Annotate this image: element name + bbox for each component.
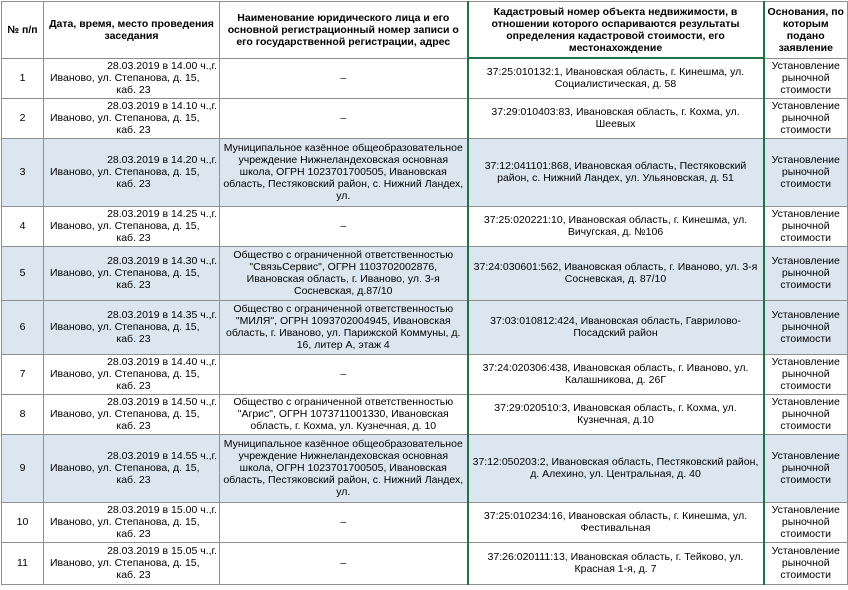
cell-basis[interactable]: Установление рыночной стоимости bbox=[764, 58, 848, 98]
cell-basis[interactable]: Установление рыночной стоимости bbox=[764, 502, 848, 542]
header-datetime[interactable]: Дата, время, место проведения заседания bbox=[44, 2, 220, 59]
datetime-line-4: каб. 23 bbox=[116, 380, 151, 392]
cell-datetime[interactable] bbox=[44, 300, 220, 354]
cell-num[interactable]: 10 bbox=[2, 502, 44, 542]
table-row bbox=[2, 434, 848, 502]
datetime-line-3: Иваново, ул. Степанова, д. 15, bbox=[50, 112, 200, 124]
cell-num[interactable]: 8 bbox=[2, 394, 44, 434]
cell-cadastral[interactable]: 37:24:020306:438, Ивановская область, г. Иваново, ул. Калашникова, д. 26Г bbox=[468, 354, 764, 394]
datetime-line-4: каб. 23 bbox=[116, 124, 151, 136]
cell-num[interactable]: 11 bbox=[2, 542, 44, 584]
cell-datetime[interactable] bbox=[44, 394, 220, 434]
datetime-line-3: Иваново, ул. Степанова, д. 15, bbox=[50, 166, 200, 178]
datetime-line-1: 28.03.2019 в 14.50 ч., bbox=[107, 396, 212, 408]
datetime-line-3: Иваново, ул. Степанова, д. 15, bbox=[50, 516, 200, 528]
datetime-line-2: г. bbox=[211, 100, 217, 112]
table-row bbox=[2, 98, 848, 138]
datetime-line-2: г. bbox=[211, 545, 217, 557]
cell-name[interactable]: – bbox=[220, 354, 468, 394]
datetime-line-2: г. bbox=[211, 208, 217, 220]
cell-num[interactable]: 7 bbox=[2, 354, 44, 394]
cell-basis[interactable]: Установление рыночной стоимости bbox=[764, 138, 848, 206]
datetime-line-1: 28.03.2019 в 14.20 ч., bbox=[107, 154, 212, 166]
cell-num[interactable]: 6 bbox=[2, 300, 44, 354]
cell-cadastral[interactable]: 37:25:010234:16, Ивановская область, г. Кинешма, ул. Фестивальная bbox=[468, 502, 764, 542]
datetime-line-1: 28.03.2019 в 15.00 ч., bbox=[107, 504, 212, 516]
cell-datetime[interactable] bbox=[44, 138, 220, 206]
cell-num[interactable]: 9 bbox=[2, 434, 44, 502]
cell-datetime[interactable] bbox=[44, 502, 220, 542]
cell-num[interactable]: 1 bbox=[2, 58, 44, 98]
cell-name[interactable]: Муниципальное казённое общеобразовательное учреждение Нижнеландеховская основная школа, ОГРН 1023701700505, Ивановская область, Пестяковский район, с. Нижний Ландех, ул. bbox=[220, 434, 468, 502]
cell-cadastral[interactable]: 37:26:020111:13, Ивановская область, г. Тейково, ул. Красная 1-я, д. 7 bbox=[468, 542, 764, 584]
cell-cadastral[interactable]: 37:03:010812:424, Ивановская область, Гаврилово-Посадский район bbox=[468, 300, 764, 354]
header-basis[interactable]: Основания, по которым подано заявление bbox=[764, 2, 848, 59]
datetime-line-2: г. bbox=[211, 60, 217, 72]
cell-datetime[interactable] bbox=[44, 434, 220, 502]
datetime-line-3: Иваново, ул. Степанова, д. 15, bbox=[50, 321, 200, 333]
table-row bbox=[2, 206, 848, 246]
header-cadastral[interactable]: Кадастровый номер объекта недвижимости, в отношении которого оспариваются результаты определения кадастровой стоимости, его местонахождение bbox=[468, 2, 764, 59]
cell-datetime[interactable] bbox=[44, 542, 220, 584]
cell-cadastral[interactable]: 37:25:010132:1, Ивановская область, г. Кинешма, ул. Социалистическая, д. 58 bbox=[468, 58, 764, 98]
cell-cadastral[interactable]: 37:24:030601:562, Ивановская область, г. Иваново, ул. 3-я Сосневская, д. 87/10 bbox=[468, 246, 764, 300]
datetime-line-3: Иваново, ул. Степанова, д. 15, bbox=[50, 220, 200, 232]
datetime-line-4: каб. 23 bbox=[116, 474, 151, 486]
table-row bbox=[2, 394, 848, 434]
cell-name[interactable]: – bbox=[220, 58, 468, 98]
cell-datetime[interactable] bbox=[44, 206, 220, 246]
datetime-line-2: г. bbox=[211, 396, 217, 408]
table-row bbox=[2, 246, 848, 300]
datetime-line-3: Иваново, ул. Степанова, д. 15, bbox=[50, 462, 200, 474]
hearings-table bbox=[1, 1, 848, 585]
datetime-line-2: г. bbox=[211, 154, 217, 166]
cell-name[interactable]: – bbox=[220, 98, 468, 138]
cell-cadastral[interactable]: 37:12:050203:2, Ивановская область, Пестяковский район, д. Алехино, ул. Центральная, д. 40 bbox=[468, 434, 764, 502]
datetime-line-3: Иваново, ул. Степанова, д. 15, bbox=[50, 408, 200, 420]
datetime-line-1: 28.03.2019 в 14.10 ч., bbox=[107, 100, 212, 112]
table-row bbox=[2, 58, 848, 98]
table-row bbox=[2, 502, 848, 542]
datetime-line-2: г. bbox=[211, 356, 217, 368]
cell-num[interactable]: 5 bbox=[2, 246, 44, 300]
cell-name[interactable]: Общество с ограниченной ответственностью "СвязьСервис", ОГРН 1103702002876, Ивановская область, г. Иваново, ул. 3-я Сосневская, д.87/10 bbox=[220, 246, 468, 300]
cell-name[interactable]: – bbox=[220, 542, 468, 584]
cell-num[interactable]: 2 bbox=[2, 98, 44, 138]
table-row bbox=[2, 542, 848, 584]
datetime-line-4: каб. 23 bbox=[116, 232, 151, 244]
cell-datetime[interactable] bbox=[44, 98, 220, 138]
table-row bbox=[2, 300, 848, 354]
datetime-line-4: каб. 23 bbox=[116, 84, 151, 96]
cell-cadastral[interactable]: 37:29:010403:83, Ивановская область, г. Кохма, ул. Шеевых bbox=[468, 98, 764, 138]
datetime-line-1: 28.03.2019 в 15.05 ч., bbox=[107, 545, 212, 557]
datetime-line-3: Иваново, ул. Степанова, д. 15, bbox=[50, 368, 200, 380]
cell-basis[interactable]: Установление рыночной стоимости bbox=[764, 542, 848, 584]
cell-datetime[interactable] bbox=[44, 58, 220, 98]
cell-cadastral[interactable]: 37:12:041101:868, Ивановская область, Пестяковский район, с. Нижний Ландех, ул. Ульяновская, д. 51 bbox=[468, 138, 764, 206]
datetime-line-3: Иваново, ул. Степанова, д. 15, bbox=[50, 72, 200, 84]
header-name[interactable]: Наименование юридического лица и его основной регистрационный номер записи о его государственной регистрации, адрес bbox=[220, 2, 468, 59]
cell-name[interactable]: – bbox=[220, 206, 468, 246]
cell-name[interactable]: Общество с ограниченной ответственностью "Агрис", ОГРН 1073711001330, Ивановская область, г. Кохма, ул. Кузнечная, д. 10 bbox=[220, 394, 468, 434]
cell-name[interactable]: Общество с ограниченной ответственностью "МИЛЯ", ОГРН 1093702004945, Ивановская область, г. Иваново, ул. Парижской Коммуны, д. 16, литер А, этаж 4 bbox=[220, 300, 468, 354]
cell-basis[interactable]: Установление рыночной стоимости bbox=[764, 98, 848, 138]
cell-basis[interactable]: Установление рыночной стоимости bbox=[764, 394, 848, 434]
table-row bbox=[2, 138, 848, 206]
datetime-line-1: 28.03.2019 в 14.00 ч., bbox=[107, 60, 212, 72]
datetime-line-1: 28.03.2019 в 14.30 ч., bbox=[107, 255, 212, 267]
header-row bbox=[2, 2, 848, 59]
cell-datetime[interactable] bbox=[44, 354, 220, 394]
datetime-line-4: каб. 23 bbox=[116, 528, 151, 540]
cell-basis[interactable]: Установление рыночной стоимости bbox=[764, 246, 848, 300]
datetime-line-4: каб. 23 bbox=[116, 333, 151, 345]
datetime-line-4: каб. 23 bbox=[116, 420, 151, 432]
datetime-line-2: г. bbox=[211, 309, 217, 321]
datetime-line-1: 28.03.2019 в 14.40 ч., bbox=[107, 356, 212, 368]
datetime-line-2: г. bbox=[211, 255, 217, 267]
table-row bbox=[2, 354, 848, 394]
datetime-line-4: каб. 23 bbox=[116, 279, 151, 291]
datetime-line-1: 28.03.2019 в 14.55 ч., bbox=[107, 450, 212, 462]
datetime-line-3: Иваново, ул. Степанова, д. 15, bbox=[50, 557, 200, 569]
datetime-line-2: г. bbox=[211, 504, 217, 516]
cell-cadastral[interactable]: 37:25:020221:10, Ивановская область, г. Кинешма, ул. Вичугская, д. №106 bbox=[468, 206, 764, 246]
cell-num[interactable]: 4 bbox=[2, 206, 44, 246]
cell-datetime[interactable] bbox=[44, 246, 220, 300]
header-num[interactable]: № п/п bbox=[2, 2, 44, 59]
cell-name[interactable]: – bbox=[220, 502, 468, 542]
datetime-line-1: 28.03.2019 в 14.35 ч., bbox=[107, 309, 212, 321]
cell-num[interactable]: 3 bbox=[2, 138, 44, 206]
cell-basis[interactable]: Установление рыночной стоимости bbox=[764, 300, 848, 354]
cell-basis[interactable]: Установление рыночной стоимости bbox=[764, 354, 848, 394]
cell-basis[interactable]: Установление рыночной стоимости bbox=[764, 206, 848, 246]
datetime-line-3: Иваново, ул. Степанова, д. 15, bbox=[50, 267, 200, 279]
datetime-line-1: 28.03.2019 в 14.25 ч., bbox=[107, 208, 212, 220]
cell-basis[interactable]: Установление рыночной стоимости bbox=[764, 434, 848, 502]
datetime-line-2: г. bbox=[211, 450, 217, 462]
cell-cadastral[interactable]: 37:29:020510:3, Ивановская область, г. Кохма, ул. Кузнечная, д.10 bbox=[468, 394, 764, 434]
cell-name[interactable]: Муниципальное казённое общеобразовательное учреждение Нижнеландеховская основная школа, ОГРН 1023701700505, Ивановская область, Пестяковский район, с. Нижний Ландех, ул. bbox=[220, 138, 468, 206]
datetime-line-4: каб. 23 bbox=[116, 178, 151, 190]
datetime-line-4: каб. 23 bbox=[116, 569, 151, 581]
